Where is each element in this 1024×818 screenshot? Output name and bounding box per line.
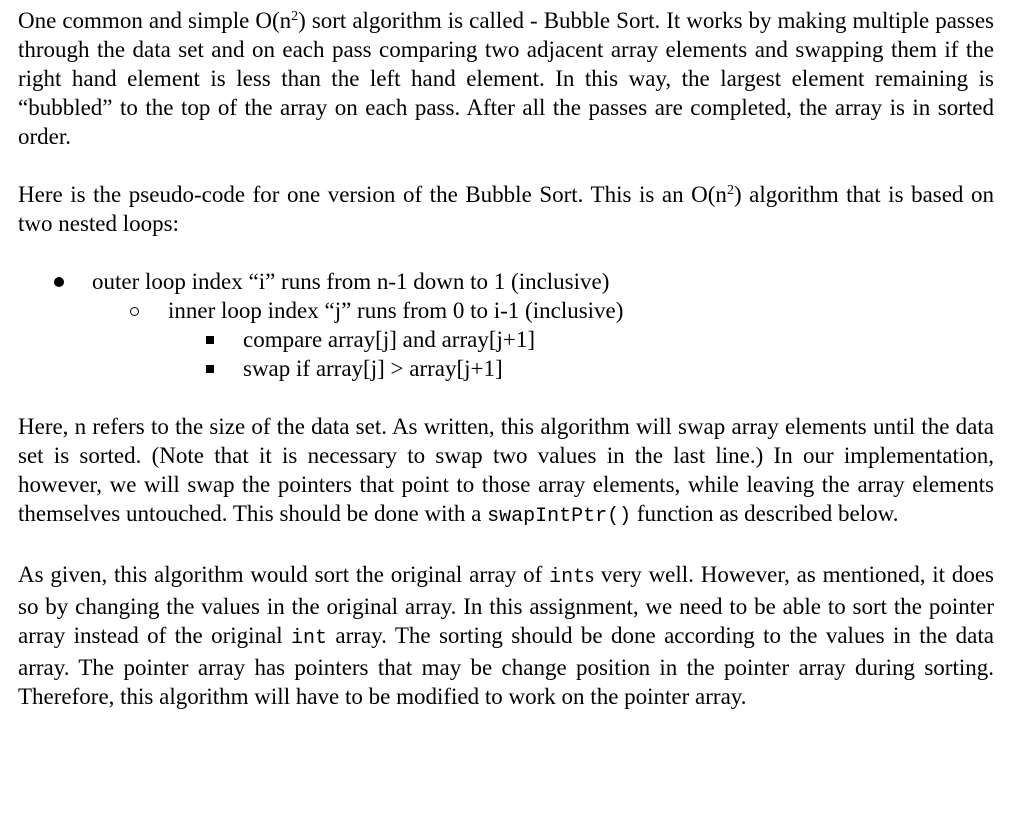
bullet-disc-icon: [54, 277, 64, 287]
pointer-text-3: array. The sorting should be done according to the values in the data array. The pointer array has pointers that may be change position in the pointer array during sorting. Therefore, this algorithm will have to be modified to work on the pointer array.: [18, 623, 994, 709]
bullet-square-icon: [206, 336, 214, 344]
paragraph-pseudocode-intro: [18, 180, 994, 238]
pointer-text-2: s very well. However, as mentioned, it does so by changing the values in the original array. In this assignment, we need to be able to sort the pointer array instead of the original: [18, 562, 994, 648]
paragraph-implementation: [18, 412, 994, 531]
pseudocode-intro-superscript: 2: [726, 183, 734, 198]
compare-step-text: compare array[j] and array[j+1]: [243, 327, 535, 352]
intro-text-rest: ) sort algorithm is called - Bubble Sort. It works by making multiple passes through the data set and on each pass comparing two adjacent array elements and swapping them if the right hand element is less than the left hand element. In this way, the largest element remaining is “bubbled” to the top of the array on each pass. After all the passes are completed, the array is in sorted order.: [18, 8, 994, 149]
intro-superscript: 2: [291, 9, 299, 24]
list-item-compare: [18, 325, 994, 354]
swap-function-code: swapIntPtr(): [487, 505, 632, 528]
inner-loop-text: inner loop index “j” runs from 0 to i-1 (inclusive): [168, 298, 624, 323]
implementation-text: Here, n refers to the size of the data set. As written, this algorithm will swap array elements until the data set is sorted. (Note that it is necessary to swap two values in the last line.) In our implementation, however, we will swap the pointers that point to those array elements, while leaving the array elements themselves untouched. This should be done with a: [18, 414, 994, 526]
paragraph-pointer-array: [18, 560, 994, 711]
pseudocode-intro-rest: ) algorithm that is based on two nested loops:: [18, 182, 994, 236]
list-item-outer-loop: [18, 267, 994, 296]
list-item-swap: [18, 354, 994, 383]
bullet-square-icon: [206, 365, 214, 373]
int-code-2: int: [291, 627, 328, 650]
outer-loop-text: outer loop index “i” runs from n-1 down to 1 (inclusive): [92, 269, 610, 294]
pseudocode-list: [18, 267, 994, 383]
list-item-inner-loop: [18, 296, 994, 325]
pointer-text-1: As given, this algorithm would sort the original array of: [18, 562, 550, 587]
document-page: [18, 6, 994, 711]
int-code-1: int: [549, 566, 586, 589]
paragraph-intro: [18, 6, 994, 151]
swap-step-text: swap if array[j] > array[j+1]: [243, 356, 503, 381]
intro-text-start: One common and simple O(n: [18, 8, 292, 33]
pseudocode-intro-start: Here is the pseudo-code for one version of the Bubble Sort. This is an O(n: [18, 182, 727, 207]
bullet-circle-icon: [130, 307, 139, 316]
implementation-text-end: function as described below.: [631, 501, 899, 526]
